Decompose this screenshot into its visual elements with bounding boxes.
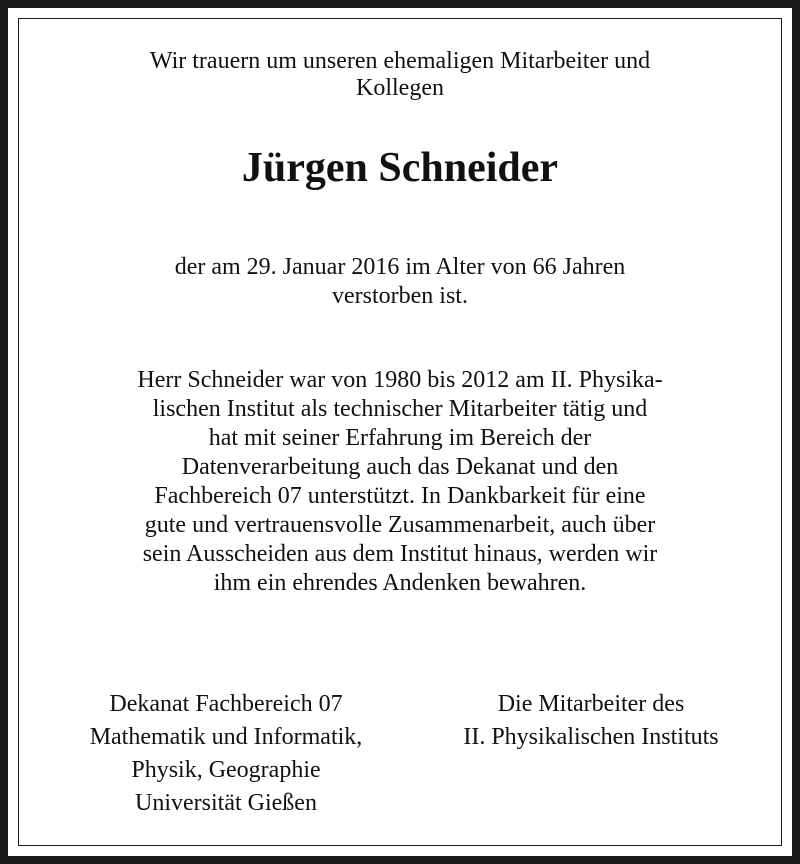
signature-faculty-line-1: Dekanat Fachbereich 07 [109,691,343,717]
tribute-line-7: sein Ausscheiden aus dem Institut hinaus, werden wir [142,541,658,567]
signature-faculty-line-4: Universität Gießen [135,790,317,816]
tribute-line-2: lischen Institut als technischer Mitarbeiter tätig und [152,396,648,422]
signature-staff-line-1: Die Mitarbeiter des [497,691,685,717]
intro-text [0,48,800,102]
intro-line-2: Kollegen [356,75,444,101]
tribute-line-1: Herr Schneider war von 1980 bis 2012 am II. Physika- [137,367,663,393]
tribute-line-5: Fachbereich 07 unterstützt. In Dankbarkeit für eine [154,483,646,509]
signature-staff [400,688,782,754]
intro-line-1: Wir trauern um unseren ehemaligen Mitarbeiter und [149,48,651,74]
signature-faculty [40,688,412,820]
tribute-line-4: Datenverarbeitung auch das Dekanat und den [181,454,619,480]
tribute-line-6: gute und vertrauensvolle Zusammenarbeit, auch über [144,512,656,538]
death-info [0,253,800,311]
death-line-1: der am 29. Januar 2016 im Alter von 66 Jahren [174,254,626,280]
signature-faculty-line-2: Mathematik und Informatik, [89,724,363,750]
signature-faculty-line-3: Physik, Geographie [131,757,321,783]
deceased-name: Jürgen Schneider [241,145,559,191]
tribute-paragraph [0,366,800,598]
tribute-line-3: hat mit seiner Erfahrung im Bereich der [208,425,592,451]
tribute-line-8: ihm ein ehrendes Andenken bewahren. [213,570,587,596]
death-line-2: verstorben ist. [332,283,468,309]
signature-staff-line-2: II. Physikalischen Instituts [463,724,719,750]
